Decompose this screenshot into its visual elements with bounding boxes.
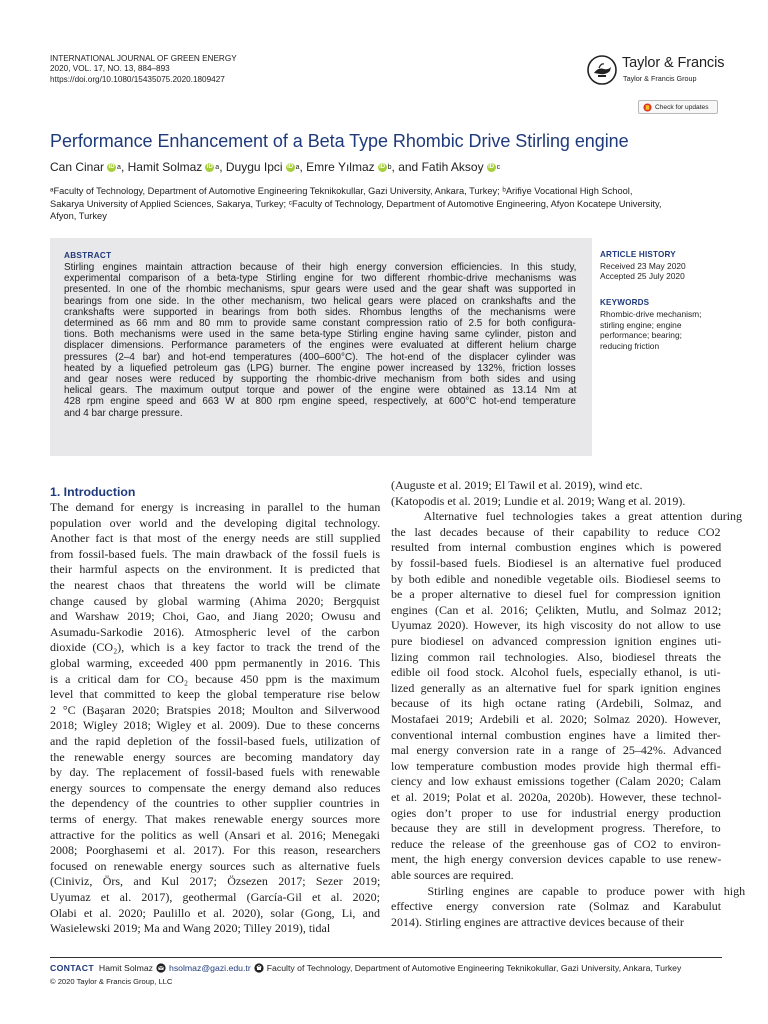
body-text-line: Uyumaz et al. 2017), geothermal (García-Gil et al. 2020;	[50, 890, 380, 904]
author-name[interactable]: Fatih Aksoy	[421, 160, 484, 174]
introduction-heading: 1. Introduction	[50, 485, 136, 499]
body-text-line: be a proper alternative to diesel fuel for compression ignition	[391, 587, 721, 602]
body-text-line: Uyumaz 2020). However, its high viscosity do not allow to use	[391, 618, 721, 633]
orcid-icon[interactable]: iD	[206, 163, 213, 170]
publisher-group: Taylor & Francis Group	[623, 74, 697, 83]
check-for-updates-label: Check for updates	[655, 103, 709, 111]
body-text-line: the last decades because of their capability to reduce CO2	[391, 524, 721, 539]
body-text-line: 2008; Poorghasemi et al. 2017). For this reason, researchers	[50, 843, 381, 858]
body-text-line: by fossil-based fuels. Biodiesel is an alternative fuel produced	[391, 556, 722, 570]
body-text-line: from fossil-based fuels. The main drawback of the fossil fuels is	[50, 546, 381, 561]
journal-meta	[50, 54, 237, 85]
author-separator: ,	[120, 160, 128, 174]
author-name[interactable]: Emre Yılmaz	[306, 160, 375, 174]
body-text-line: Mostafaei 2019; Ardebili et al. 2020; Solmaz 2020). However,	[391, 712, 721, 726]
body-text-line: reduce the release of the greenhouse gas of CO2 to environ-	[391, 836, 721, 851]
body-text-line: engines (Can et al. 2016; Çelikten, Mutlu, and Solmaz 2012;	[391, 602, 722, 617]
abstract-line: displacer dimensions. Performance parameters of the engines were evaluated at different helium charge	[64, 340, 577, 352]
keyword-line: performance; bearing;	[600, 330, 682, 341]
orcid-icon[interactable]: iD	[108, 163, 115, 170]
body-text-line: and Warshaw 2019; Choi, Gao, and Jiang 2020; Owusu and	[50, 609, 381, 624]
abstract-line: Stirling engines maintain attraction because of their high energy conversion efficiencies. In this study,	[64, 262, 577, 273]
contact-email-link[interactable]: hsolmaz@gazi.edu.tr	[169, 963, 251, 973]
body-text-line: effective energy conversion rate (Solmaz and Karabulut	[391, 899, 722, 914]
author-name[interactable]: Hamit Solmaz	[127, 160, 203, 174]
publisher-logo[interactable]	[586, 54, 725, 88]
abstract-line: 428 rpm engine speed and 663 W at 800 rpm engine speed, respectively, at 600°C hot-end temperature	[64, 396, 576, 408]
body-text-line: (Auguste et al. 2019; El Tawil et al. 2019), wind etc.	[391, 478, 643, 492]
article-info	[600, 250, 730, 352]
body-text-line: because they are still in development progress. Therefore, to	[391, 821, 721, 836]
contact-name: Hamit Solmaz	[98, 963, 153, 973]
body-text-line: ciency and low exhaust emissions together (Calam 2020; Calam	[391, 774, 721, 789]
contact-label: CONTACT	[50, 963, 94, 973]
abstract-heading: ABSTRACT	[64, 251, 112, 260]
body-text-line: population over world and the developing digital technology.	[50, 515, 381, 530]
paper-title: Performance Enhancement of a Beta Type Rhombic Drive Stirling engine	[50, 131, 629, 151]
body-text-line: able sources are required.	[391, 868, 514, 882]
body-text-line: (Katopodis et al. 2019; Lundie et al. 2019; Wang et al. 2019).	[391, 493, 686, 508]
body-text-line: mal energy conversion rate in a range of 25–42%. Advanced	[391, 743, 722, 758]
body-text-line: ment, the high energy conversion devices capable to use renew-	[391, 852, 722, 867]
body-text-line: ogies don’t proper to use for industrial energy production	[391, 805, 721, 820]
body-text-line: 2014). Stirling engines are attractive devices because of their	[391, 914, 684, 929]
abstract-line: and gear noses were reduced by supporting the rhombic-drive mechanism from both sides and using	[64, 374, 576, 385]
body-text-line: Olabi et al. 2020; Paulillo et al. 2020), solar (Gong, Li, and	[50, 905, 380, 920]
abstract-line: heated by a liquefied petroleum gas (LPG) burner. The engine power increased by 132%, friction losses	[64, 362, 576, 374]
article-history-heading: ARTICLE HISTORY	[600, 250, 676, 259]
body-text-line: by both edible and nonedible vegetable oils. Biodiesel seems to	[391, 571, 721, 586]
body-text-line: low temperature combustion modes provide high thermal effi-	[391, 758, 721, 773]
abstract-line: experimental comparison of a beta-type Stirling engine for two different rhombic-drive mechanisms was	[64, 273, 577, 285]
affiliation-line: ᵃFaculty of Technology, Department of Automotive Engineering Teknikokullar, Gazi University, Ankara, Turkey; ᵇArifiye Vocational High School,	[50, 186, 633, 196]
body-text-line: is a critical dam for CO₂ because 450 ppm is the maximum	[50, 671, 380, 686]
abstract-line: pressures (2–4 bar) and hot-end temperatures (400–600°C). The hot-end of the displacer cylinder was	[64, 351, 576, 363]
body-text-line: and the rapid depletion of the fossil-based fuels, utilization of	[50, 734, 381, 748]
author-affiliation-mark: b	[387, 163, 392, 171]
body-text-line: level that committed to keep the global temperature rise below	[50, 687, 381, 702]
abstract-line: helical gears. The maximum output torque and power of the engine were obtained as 13.14 Nm at	[64, 385, 577, 397]
author-name[interactable]: Duygu Ipci	[225, 160, 283, 174]
accepted-date: Accepted 25 July 2020	[600, 271, 685, 282]
received-date: Received 23 May 2020	[600, 260, 686, 271]
taylor-francis-lamp-icon	[586, 54, 618, 86]
email-icon	[156, 963, 166, 973]
body-text-line: Asumadu-Sarkodie 2016). Atmospheric level of the carbon	[50, 624, 380, 639]
body-text-line: energy sources to compensate the energy demand also reduces	[50, 780, 381, 795]
body-text-line: lizing common rail technologies. Also, biodiesel threats the	[391, 649, 721, 664]
journal-volume: 2020, VOL. 17, NO. 13, 884–893	[50, 64, 170, 74]
affiliation-line: Sakarya University of Applied Sciences, Sakarya, Turkey; ᶜFaculty of Technology, Department of Automotive Engineering, Afyon Kocatepe University,	[50, 198, 662, 209]
body-text-line: their harmful aspects on the environment. It is predicted that	[50, 562, 380, 577]
body-text-line: because of its high octane rating (Ardebili, Solmaz, and	[391, 696, 722, 711]
keywords-heading: KEYWORDS	[600, 298, 650, 308]
journal-doi-link[interactable]: https://doi.org/10.1080/15435075.2020.1809427	[50, 74, 225, 84]
body-text-line: Stirling engines are capable to produce power with high	[391, 883, 746, 898]
abstract-line: presented. In one of the rhombic mechanisms, spur gears were used and the gear shaft was supported in	[64, 284, 576, 296]
body-text-line: resulted from internal combustion engines which is powered	[391, 540, 722, 555]
check-for-updates-button[interactable]	[638, 100, 718, 114]
body-text-line: the nearest chaos that threatens the world will be climate	[50, 578, 381, 592]
journal-name: INTERNATIONAL JOURNAL OF GREEN ENERGY	[50, 54, 237, 63]
body-text-line: attractive for the politics as well (Ansari et al. 2016; Menegaki	[50, 827, 380, 842]
address-icon	[254, 963, 264, 973]
orcid-icon[interactable]: iD	[379, 163, 386, 170]
body-text-line: et al. 2019; Polat et al. 2020a, 2020b). However, these technol-	[391, 790, 722, 804]
orcid-icon[interactable]: iD	[488, 163, 495, 170]
body-text-line: focused on renewable energy sources such as alternative fuels	[50, 858, 380, 873]
author-affiliation-mark: a	[295, 163, 300, 171]
abstract-box	[50, 238, 592, 456]
keyword-line: Rhombic-drive mechanism;	[600, 308, 702, 319]
author-affiliation-mark: c	[496, 163, 501, 171]
body-text-line: Alternative fuel technologies takes a great attention during	[391, 509, 743, 524]
abstract-line: tions. Both mechanisms were used in the same beta-type Stirling engine having same cylinder, piston and	[64, 329, 577, 341]
body-text-line: edible oil food stock. Alcohol fuels, especially ethanol, is uti-	[391, 665, 721, 680]
affiliation-line: Afyon, Turkey	[50, 211, 107, 221]
author-list	[50, 160, 500, 174]
body-text-line: The demand for energy is increasing in parallel to the human	[50, 500, 381, 514]
body-text-line: the renewable energy sources are becoming mandatory day	[50, 749, 380, 764]
contact-address: Faculty of Technology, Department of Automotive Engineering Teknikokullar, Gazi University, Ankara, Turkey	[266, 963, 682, 973]
body-text-line: (Ciniviz, Örs, and Kul 2017; Özsezen 2017; Sezer 2019;	[50, 874, 381, 889]
body-text-line: global warming, exceeded 400 ppm permanently in 2016. This	[50, 656, 381, 670]
abstract-line: bearings from one side. In the other mechanism, two helical gears were placed on crankshafts and the	[64, 295, 576, 307]
abstract-line: crankshafts were supported in bearings from both sides. Rhombus lengths of the mechanisms were	[64, 306, 576, 318]
body-text-line: dioxide (CO₂), which is a key factor to track the trend of the	[50, 640, 381, 655]
publisher-name: Taylor & Francis	[622, 55, 725, 71]
footer-divider	[50, 957, 722, 958]
keywords-list	[600, 309, 730, 352]
body-text-line: the dependency of the countries to other supplier countries in	[50, 796, 380, 811]
orcid-icon[interactable]: iD	[287, 163, 294, 170]
body-text-line: 2 °C (Başaran 2020; Bratspies 2018; Moulton and Silverwood	[50, 702, 380, 717]
abstract-line: determined as 66 mm and 80 mm to provide same constant compression ratio of 2.5 for both configura-	[64, 318, 576, 329]
keyword-line: reducing friction	[600, 340, 660, 351]
body-text-line: Another fact is that most of the energy needs are still supplied	[50, 531, 381, 546]
body-text-line: Wasielewski 2019; Ma and Wang 2020; Tilley 2019), tidal	[50, 921, 331, 936]
affiliations	[50, 185, 722, 223]
author-separator: , and	[391, 160, 422, 174]
body-text-line: change caused by global warming (Ahima 2020; Bergquist	[50, 593, 380, 608]
author-affiliation-mark: a	[215, 163, 220, 171]
author-affiliation-mark: a	[117, 163, 121, 171]
body-text-line: lized generally as an alternative fuel for spark ignition engines	[391, 680, 721, 695]
body-text-line: terms of energy. That makes renewable energy sources more	[50, 812, 381, 826]
body-text-line: pure biodiesel on advanced compression ignition engines uti-	[391, 634, 722, 648]
author-separator: ,	[219, 160, 226, 174]
body-text-line: by day. The replacement of fossil-based fuels with renewable	[50, 765, 380, 780]
body-text-line: 2018; Wigley 2018; Wigley et al. 2009). Due to these concerns	[50, 718, 380, 733]
copyright-notice: © 2020 Taylor & Francis Group, LLC	[50, 977, 173, 986]
abstract-line: and 4 bar charge pressure.	[64, 407, 183, 419]
keyword-line: stirling engine; engine	[600, 319, 682, 330]
body-text-line: conventional internal combustion engines have a limited ther-	[391, 727, 721, 742]
author-name[interactable]: Can Cinar	[50, 160, 105, 174]
author-separator: ,	[299, 160, 307, 174]
contact-line	[50, 963, 681, 973]
crossmark-icon	[643, 103, 652, 112]
